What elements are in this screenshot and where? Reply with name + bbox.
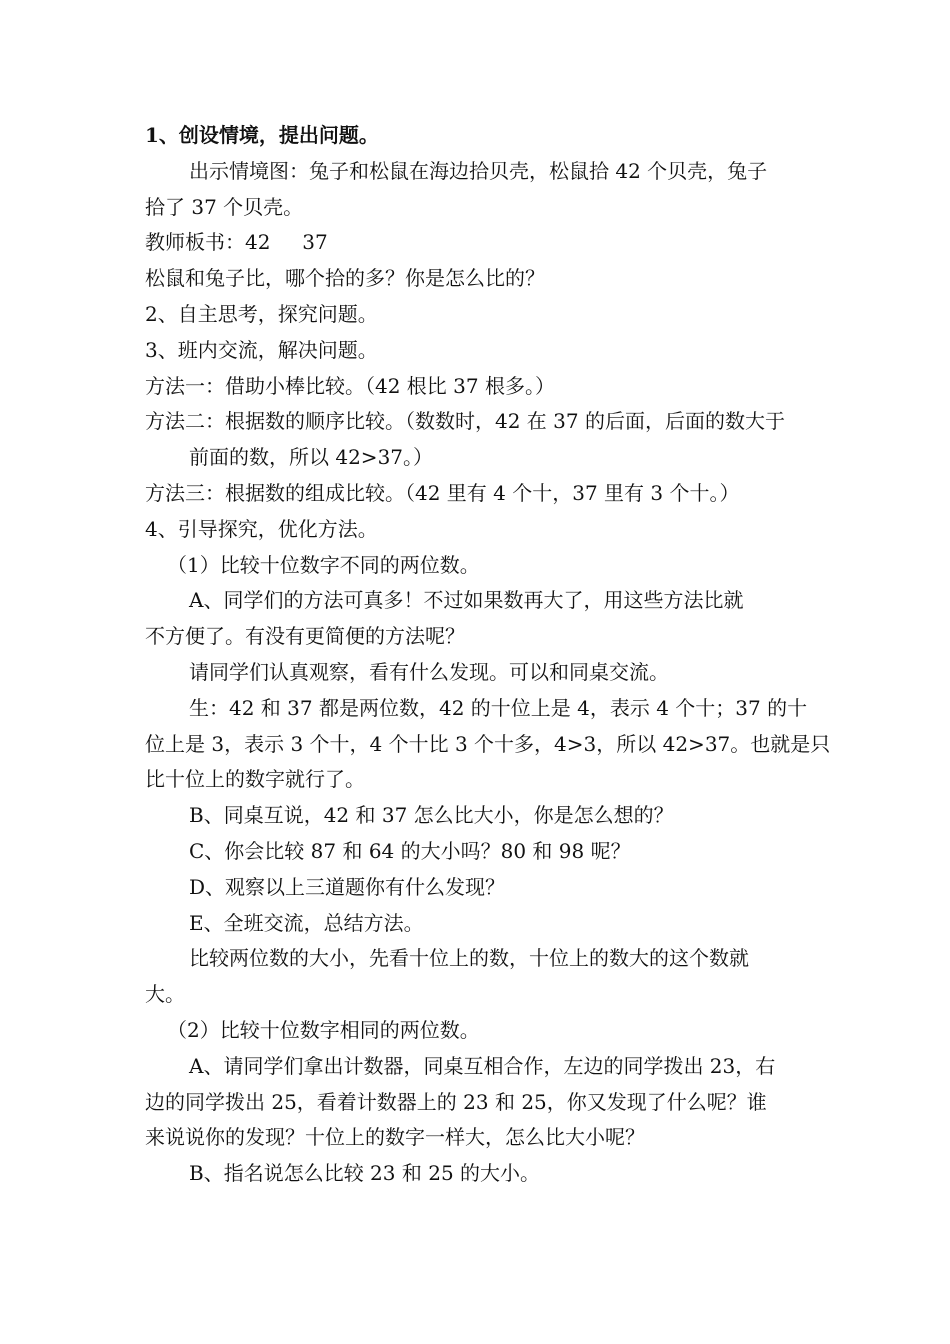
section-heading-3: 3、班内交流，解决问题。 <box>145 337 378 362</box>
paragraph-line: 比十位上的数字就行了。 <box>145 767 365 792</box>
paragraph-line: C、你会比较 87 和 64 的大小吗？80 和 98 呢？ <box>189 838 631 863</box>
method-three-line: 方法三：根据数的组成比较。（42 里有 4 个十，37 里有 3 个十。） <box>145 480 740 505</box>
paragraph-line: 松鼠和兔子比，哪个拾的多？你是怎么比的？ <box>145 266 545 291</box>
paragraph-line: 边的同学拨出 25，看着计数器上的 23 和 25，你又发现了什么呢？谁 <box>145 1089 767 1114</box>
paragraph-line: 不方便了。有没有更简便的方法呢？ <box>145 624 465 649</box>
paragraph-line: D、观察以上三道题你有什么发现？ <box>189 874 506 899</box>
paragraph-line: 拾了 37 个贝壳。 <box>145 194 304 219</box>
paragraph-line: E、全班交流，总结方法。 <box>189 910 424 935</box>
paragraph-line: 来说说你的发现？十位上的数字一样大，怎么比大小呢？ <box>145 1125 645 1150</box>
paragraph-line: 前面的数，所以 42>37。） <box>189 445 434 470</box>
paragraph-line: 比较两位数的大小，先看十位上的数，十位上的数大的这个数就 <box>189 946 749 971</box>
section-heading-4: 4、引导探究，优化方法。 <box>145 516 378 541</box>
paragraph-line: A、同学们的方法可真多！不过如果数再大了，用这些方法比就 <box>189 588 744 613</box>
paragraph-line: 位上是 3，表示 3 个十，4 个十比 3 个十多，4>3，所以 42>37。也就是只 <box>145 731 831 756</box>
paragraph-line: 大。 <box>145 982 185 1007</box>
paragraph-line: 出示情境图：兔子和松鼠在海边拾贝壳，松鼠拾 42 个贝壳，兔子 <box>189 158 768 183</box>
paragraph-line: B、指名说怎么比较 23 和 25 的大小。 <box>189 1161 541 1186</box>
subsection-heading-1: （1）比较十位数字不同的两位数。 <box>167 552 480 577</box>
document-body <box>145 118 831 1192</box>
paragraph-line: B、同桌互说，42 和 37 怎么比大小，你是怎么想的？ <box>189 803 674 828</box>
subsection-heading-2: （2）比较十位数字相同的两位数。 <box>167 1017 480 1042</box>
paragraph-line: 请同学们认真观察，看有什么发现。可以和同桌交流。 <box>189 659 669 684</box>
method-one-line: 方法一：借助小棒比较。（42 根比 37 根多。） <box>145 373 555 398</box>
paragraph-line: 教师板书：42 37 <box>145 230 328 255</box>
section-heading-1: 1、创设情境，提出问题。 <box>145 123 379 147</box>
paragraph-line: 生：42 和 37 都是两位数，42 的十位上是 4，表示 4 个十；37 的十 <box>189 695 808 720</box>
paragraph-line: A、请同学们拿出计数器，同桌互相合作，左边的同学拨出 23，右 <box>189 1053 776 1078</box>
method-two-line: 方法二：根据数的顺序比较。（数数时，42 在 37 的后面，后面的数大于 <box>145 409 785 434</box>
section-heading-2: 2、自主思考，探究问题。 <box>145 301 378 326</box>
